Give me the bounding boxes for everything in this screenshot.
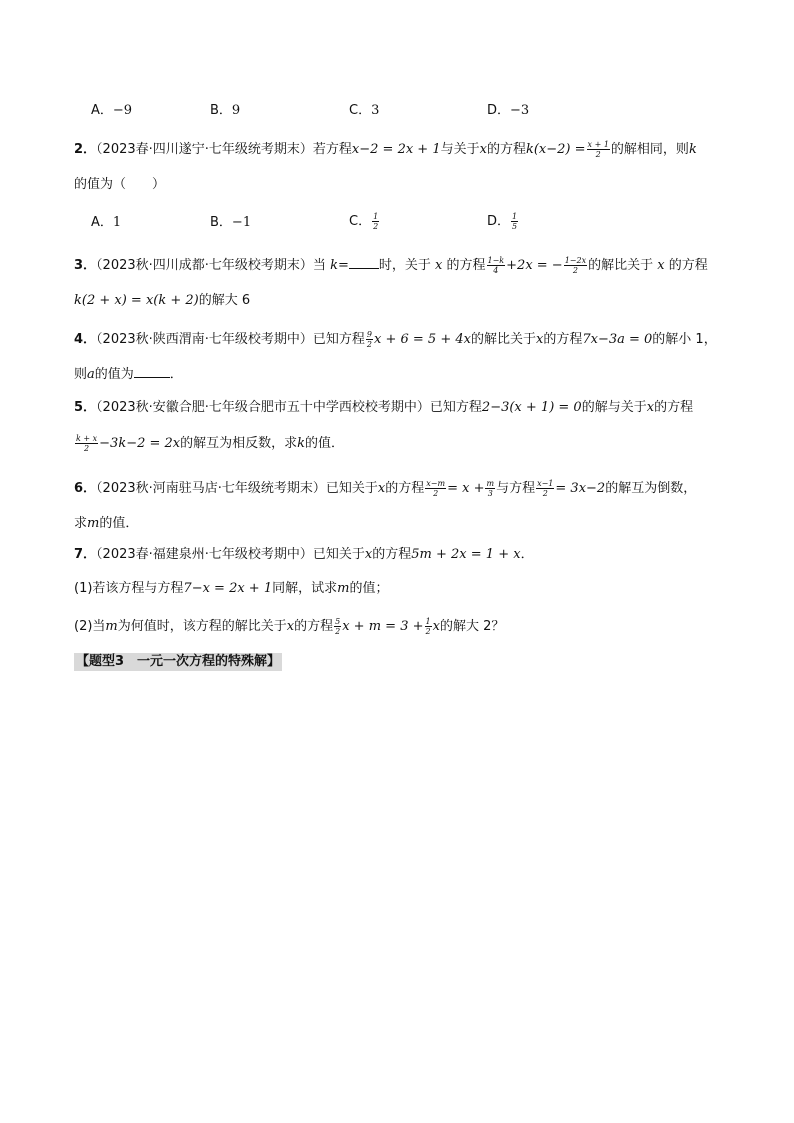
q2-option-d-den: 5 — [512, 222, 518, 231]
q4-text: ． — [169, 367, 183, 382]
q6-fraction-1 — [425, 479, 446, 498]
q3-fraction-1-den: 4 — [493, 266, 499, 275]
q2-text: 的方程 — [486, 142, 526, 157]
q3-equation: +2x = − — [506, 258, 563, 273]
q3-number: 3． — [74, 258, 97, 273]
q7-part1 — [74, 580, 388, 598]
q3-source: （2023秋·四川成都·七年级校考期末） — [96, 258, 313, 273]
q6-text: 求 — [74, 516, 88, 531]
q6-var-x: x — [377, 481, 386, 496]
q7-part2 — [74, 617, 504, 636]
q2-number: 2． — [74, 142, 97, 157]
q3-var-x: x — [435, 258, 443, 273]
q4-answer-blank[interactable] — [134, 377, 170, 378]
q3-text: 的方程 — [446, 258, 486, 273]
q2-option-c-den: 2 — [373, 222, 379, 231]
q6-number: 6． — [74, 481, 97, 496]
q2-option-c-fraction — [372, 212, 379, 231]
q7-part2-fraction-1 — [334, 617, 341, 636]
q5-text: 的方程 — [654, 400, 694, 415]
q2-text: 的解相同，则 — [610, 142, 689, 157]
q7-text: 的方程 — [294, 619, 334, 634]
q4-fraction — [366, 330, 373, 349]
q6-text: 的解互为倒数， — [605, 481, 697, 496]
q7-part2-fraction-1-den: 2 — [335, 627, 341, 636]
q7-text: 已知关于 — [312, 547, 365, 562]
q7-text: 的方程 — [372, 547, 412, 562]
q4-text: 的解比关于 — [470, 332, 536, 347]
q5-text: 的解互为相反数，求 — [180, 436, 298, 451]
q3-fraction-2-den: 2 — [572, 266, 578, 275]
q7-text: 为何值时，该方程的解比关于 — [117, 619, 287, 634]
q1-option-d-value: −3 — [510, 103, 530, 118]
q1-option-c-value: 3 — [371, 103, 380, 118]
q6-text: 已知关于 — [325, 481, 378, 496]
q2-var-k: k — [688, 142, 697, 157]
q3-fraction-1-num: 1−k — [487, 256, 505, 265]
q6-fraction-2-num: m — [486, 479, 495, 488]
q2-option-c-num: 1 — [373, 212, 379, 221]
q4-text: 的解小 1， — [652, 332, 717, 347]
q7-line1 — [74, 546, 534, 564]
q7-text: (1)若该方程与方程 — [74, 581, 184, 596]
q1-option-d-letter: D． — [487, 103, 511, 118]
q5-text: 的值． — [305, 436, 345, 451]
q2-option-d-letter: D． — [487, 214, 511, 229]
q6-fraction-3-den: 2 — [542, 489, 548, 498]
q2-option-c — [349, 212, 380, 231]
q7-text: (2)当 — [74, 619, 106, 634]
q5-fraction — [75, 434, 98, 453]
q2-option-a-letter: A． — [91, 215, 113, 230]
q7-text: ． — [520, 547, 534, 562]
q3-var-k: k — [330, 258, 338, 273]
q2-equation-2: k(x−2) = — [525, 142, 586, 157]
q1-option-b — [210, 102, 240, 120]
q1-option-c — [349, 102, 379, 120]
q3-text: 时，关于 — [378, 258, 431, 273]
q7-text: 的解大 2？ — [439, 619, 505, 634]
q6-fraction-2-den: 3 — [487, 489, 493, 498]
q2-fraction — [587, 140, 610, 159]
q7-var-x: x — [286, 619, 295, 634]
q7-text: 同解，试求 — [272, 581, 338, 596]
q1-option-a-value: −9 — [112, 103, 133, 118]
q2-option-d-num: 1 — [512, 212, 518, 221]
q5-equation-1: 2−3(x + 1) = 0 — [481, 400, 582, 415]
q7-part2-fraction-1-num: 5 — [335, 617, 341, 626]
q1-option-b-value: 9 — [231, 103, 241, 118]
q5-fraction-num: k + x — [76, 434, 98, 443]
q2-option-a — [91, 214, 121, 232]
q2-option-b-letter: B． — [210, 215, 232, 230]
q3-var-x: x — [657, 258, 665, 273]
q3-text: 的解大 6 — [198, 293, 251, 308]
q7-var-x: x — [364, 547, 373, 562]
q4-number: 4． — [74, 332, 97, 347]
q4-fraction-den: 2 — [366, 340, 373, 349]
q6-var-m: m — [87, 516, 100, 531]
q6-fraction-1-den: 2 — [433, 489, 439, 498]
q6-text: 的值． — [99, 516, 139, 531]
q5-text: 的解与关于 — [581, 400, 647, 415]
q6-fraction-1-num: x−m — [426, 479, 446, 488]
q4-equation-1: x + 6 = 5 + 4x — [374, 332, 471, 347]
q7-part1-equation: 7−x = 2x + 1 — [183, 581, 273, 596]
q2-option-a-value: 1 — [112, 215, 122, 230]
q5-line2 — [74, 434, 344, 453]
q5-source: （2023秋·安徽合肥·七年级合肥市五十中学西校校考期中） — [96, 400, 430, 415]
q3-fraction-2-num: 1−2x — [564, 256, 587, 265]
q5-line1 — [74, 399, 693, 417]
q7-equation: 5m + 2x = 1 + x — [411, 547, 521, 562]
q6-fraction-3 — [536, 479, 554, 498]
q7-part2-fraction-2-num: 1 — [425, 617, 431, 626]
q3-text: = — [337, 258, 349, 273]
q4-text: 的值为 — [94, 367, 134, 382]
q1-option-c-letter: C． — [349, 103, 372, 118]
q7-part2-fraction-2-den: 2 — [425, 627, 431, 636]
q5-fraction-den: 2 — [84, 444, 90, 453]
q3-text: 的方程 — [668, 258, 708, 273]
q5-var-k: k — [297, 436, 306, 451]
q6-equation-2: = 3x−2 — [555, 481, 606, 496]
q3-fraction-1 — [487, 256, 506, 275]
q2-var-x: x — [479, 142, 487, 157]
q5-text: 已知方程 — [429, 400, 482, 415]
q4-var-a: a — [87, 367, 95, 382]
q2-option-b-value: −1 — [231, 215, 252, 230]
q2-text: 若方程 — [312, 142, 352, 157]
q2-source: （2023春·四川遂宁·七年级统考期末） — [96, 142, 313, 157]
q4-line2 — [74, 366, 183, 384]
q4-text: 的方程 — [543, 332, 583, 347]
q6-fraction-2 — [485, 479, 495, 498]
q6-line1 — [74, 479, 696, 498]
q4-fraction-num: 9 — [366, 330, 373, 339]
q3-line2 — [74, 292, 250, 310]
q6-text: 与方程 — [496, 481, 536, 496]
q3-answer-blank[interactable] — [349, 268, 379, 269]
q2-line2 — [74, 176, 165, 194]
q2-text: 与关于 — [440, 142, 480, 157]
q1-option-b-letter: B． — [210, 103, 232, 118]
q3-line1 — [74, 256, 708, 275]
q2-option-d-fraction — [511, 212, 518, 231]
q2-text: 的值为（ ） — [74, 177, 166, 192]
q6-text: 的方程 — [385, 481, 425, 496]
q6-line2 — [74, 515, 138, 533]
q7-var-m: m — [105, 619, 118, 634]
q4-source: （2023秋·陕西渭南·七年级校考期中） — [96, 332, 313, 347]
q4-text: 则 — [74, 367, 88, 382]
q7-number: 7． — [74, 547, 97, 562]
q2-fraction-den: 2 — [595, 150, 601, 159]
q4-text: 已知方程 — [312, 332, 365, 347]
q2-option-c-letter: C． — [349, 214, 372, 229]
q6-fraction-3-num: x−1 — [537, 479, 554, 488]
q7-part2-equation: x + m = 3 + — [342, 619, 424, 634]
q4-line1 — [74, 330, 717, 349]
q1-option-a-letter: A． — [91, 103, 113, 118]
q7-text: 的值； — [349, 581, 389, 596]
q7-var-m: m — [337, 581, 350, 596]
q6-source: （2023秋·河南驻马店·七年级统考期末） — [96, 481, 326, 496]
q2-equation-1: x−2 = 2x + 1 — [351, 142, 441, 157]
q4-equation-2: 7x−3a = 0 — [582, 332, 653, 347]
q3-equation-2: k(2 + x) = x(k + 2) — [74, 293, 199, 308]
q4-var-x: x — [535, 332, 544, 347]
q2-line1 — [74, 140, 697, 159]
q2-option-d — [487, 212, 519, 231]
q3-text: 的解比关于 — [588, 258, 654, 273]
q5-equation-2: −3k−2 = 2x — [99, 436, 181, 451]
q1-option-a — [91, 102, 132, 120]
q5-var-x: x — [646, 400, 655, 415]
q5-number: 5． — [74, 400, 97, 415]
q2-fraction-num: x + 1 — [587, 140, 609, 149]
q3-fraction-2 — [564, 256, 587, 275]
q1-option-d — [487, 102, 529, 120]
q2-option-b — [210, 214, 251, 232]
q3-text: 当 — [312, 258, 326, 273]
q7-part2-fraction-2 — [425, 617, 432, 636]
q6-equation-1: = x + — [447, 481, 485, 496]
q7-part2-equation-2: x — [432, 619, 440, 634]
section-heading: 【题型3 一元一次方程的特殊解】 — [76, 654, 281, 669]
q7-source: （2023春·福建泉州·七年级校考期中） — [96, 547, 313, 562]
